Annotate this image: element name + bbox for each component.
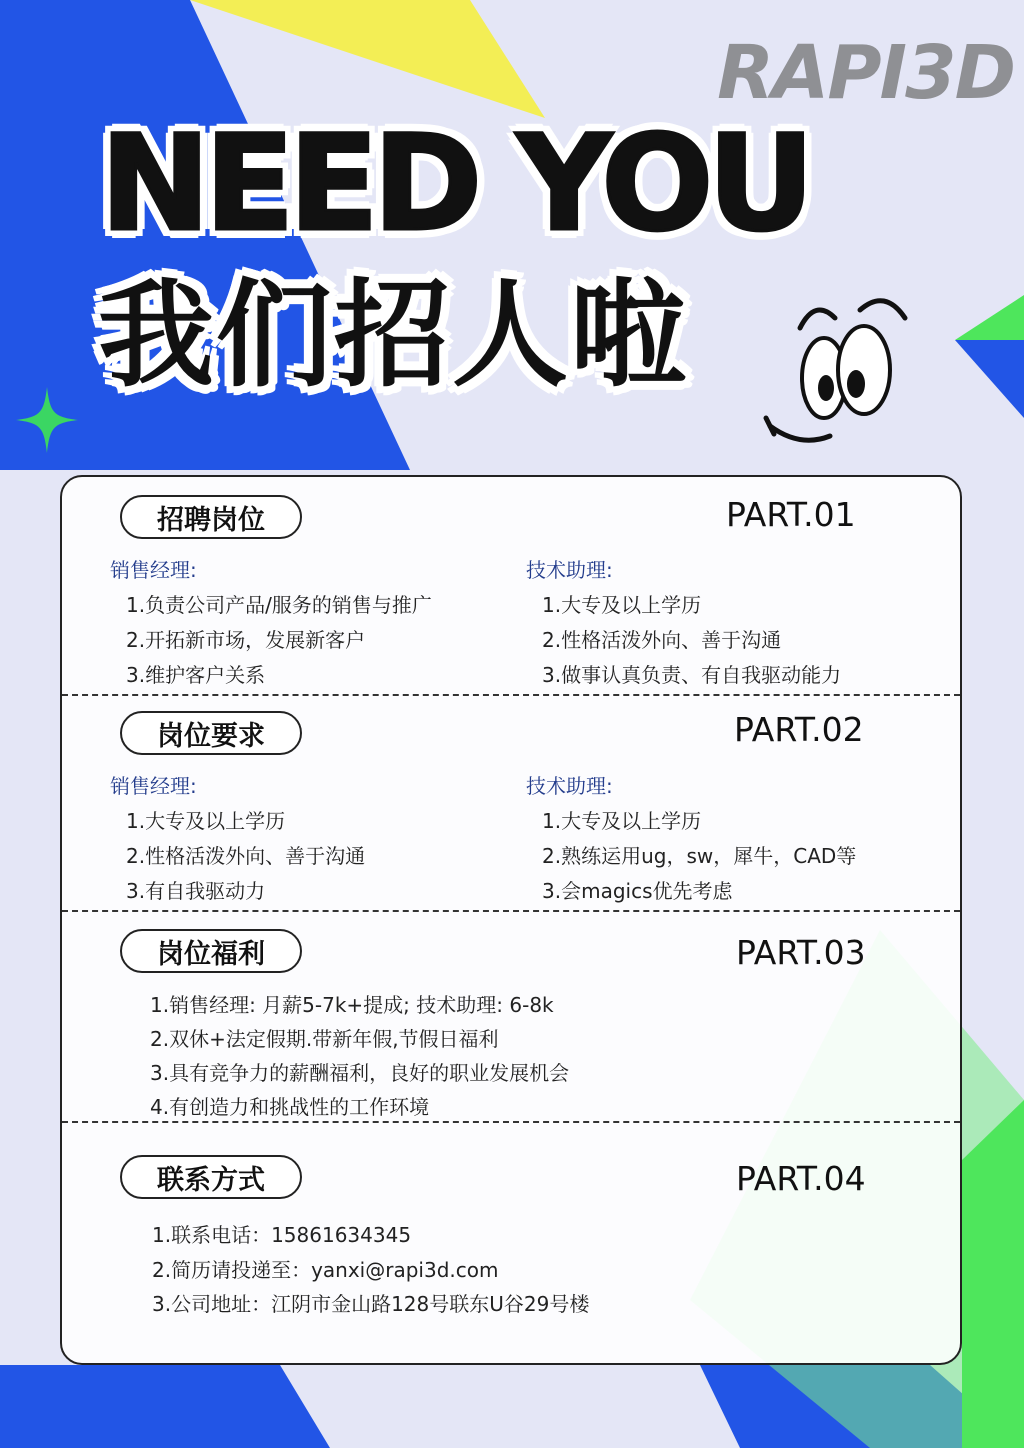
list-item: 1.负责公司产品/服务的销售与推广 — [126, 593, 432, 617]
list-item: 3.维护客户关系 — [126, 663, 266, 687]
section-title: 招聘岗位 — [120, 495, 302, 539]
column-heading: 销售经理: — [110, 774, 197, 798]
list-item: 2.性格活泼外向、善于沟通 — [542, 628, 782, 652]
sparkle-icon — [14, 385, 80, 455]
headline: NEED YOU — [100, 107, 809, 261]
part-label: PART.02 — [734, 710, 864, 749]
contact-email: 2.简历请投递至：yanxi@rapi3d.com — [152, 1258, 499, 1282]
company-logo: RAPI3D — [717, 30, 1014, 116]
section-title: 岗位福利 — [120, 929, 302, 973]
list-item: 2.开拓新市场，发展新客户 — [126, 628, 366, 652]
contact-phone: 1.联系电话：15861634345 — [152, 1223, 412, 1247]
divider — [62, 694, 960, 696]
column-heading: 技术助理: — [526, 558, 613, 582]
part-label: PART.03 — [736, 933, 866, 972]
subheadline: 我们招人啦 — [98, 268, 688, 403]
contact-address: 3.公司地址：江阴市金山路128号联东U谷29号楼 — [152, 1292, 590, 1316]
list-item: 2.熟练运用ug，sw，犀牛，CAD等 — [542, 844, 857, 868]
smiley-face-icon — [760, 288, 920, 448]
part-label: PART.04 — [736, 1159, 866, 1198]
list-item: 2.双休+法定假期.带新年假,节假日福利 — [150, 1027, 499, 1051]
divider — [62, 1121, 960, 1123]
part-label: PART.01 — [726, 495, 856, 534]
list-item: 3.有自我驱动力 — [126, 879, 266, 903]
list-item: 3.做事认真负责、有自我驱动能力 — [542, 663, 842, 687]
list-item: 1.大专及以上学历 — [542, 809, 702, 833]
column-heading: 技术助理: — [526, 774, 613, 798]
recruitment-card — [60, 475, 962, 1365]
section-title: 联系方式 — [120, 1155, 302, 1199]
section-title: 岗位要求 — [120, 711, 302, 755]
divider — [62, 910, 960, 912]
list-item: 3.会magics优先考虑 — [542, 879, 733, 903]
list-item: 1.销售经理: 月薪5-7k+提成; 技术助理: 6-8k — [150, 993, 554, 1017]
list-item: 1.大专及以上学历 — [542, 593, 702, 617]
list-item: 3.具有竞争力的薪酬福利，良好的职业发展机会 — [150, 1061, 570, 1085]
list-item: 4.有创造力和挑战性的工作环境 — [150, 1095, 430, 1119]
column-heading: 销售经理: — [110, 558, 197, 582]
list-item: 1.大专及以上学历 — [126, 809, 286, 833]
list-item: 2.性格活泼外向、善于沟通 — [126, 844, 366, 868]
